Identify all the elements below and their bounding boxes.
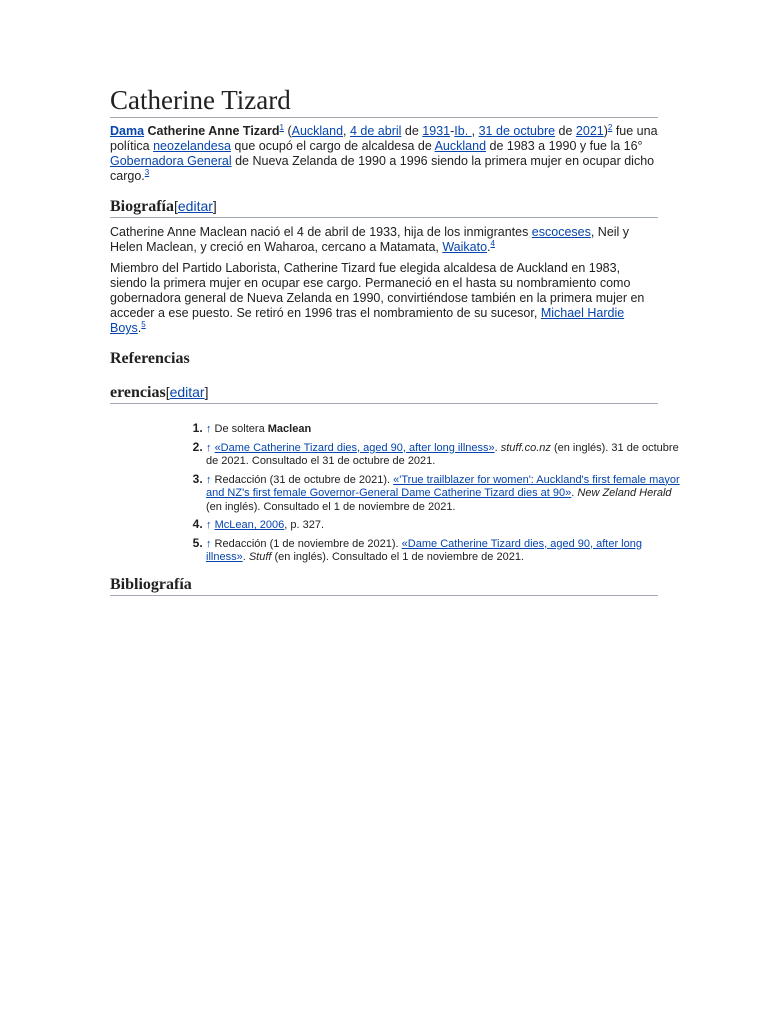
subject-name: Catherine Anne Tizard xyxy=(147,124,280,138)
text-fragment: - xyxy=(450,124,455,138)
text-fragment: de xyxy=(555,124,576,138)
reference-item xyxy=(206,518,682,533)
source-name: New Zeland Herald xyxy=(577,487,672,499)
text-fragment: Redacción (1 de noviembre de 2021). xyxy=(211,537,402,550)
link-birth-year[interactable]: 1931 xyxy=(422,124,451,138)
text-fragment: de xyxy=(401,124,423,138)
link-governor-general[interactable]: Gobernadora General xyxy=(110,154,232,168)
section-heading-erencias xyxy=(110,382,658,404)
maiden-name: Maclean xyxy=(267,423,312,435)
text-fragment: , p. 327. xyxy=(284,519,325,531)
text-fragment: De soltera xyxy=(211,423,268,435)
section-heading-bibliografia: Bibliografía xyxy=(110,575,658,596)
ref-link-stuff[interactable]: «Dame Catherine Tizard dies, aged 90, after long illness» xyxy=(214,441,495,454)
text-fragment: . xyxy=(242,551,249,563)
text-fragment: Catherine Anne Maclean nació el 4 de abril de 1933, hija de los inmigrantes xyxy=(110,225,532,239)
link-michael-hardie-boys[interactable]: Michael Hardie Boys xyxy=(110,306,625,335)
text-fragment: . xyxy=(487,240,491,254)
text-fragment: que ocupó el cargo de alcaldesa de xyxy=(230,139,435,153)
edit-section xyxy=(174,198,217,214)
ref-link-2[interactable]: 2 xyxy=(607,122,613,132)
text-fragment: ) xyxy=(603,124,608,138)
source-name: Stuff xyxy=(248,551,272,563)
link-birth-date[interactable]: 4 de abril xyxy=(350,124,402,138)
text-fragment: de 1983 a 1990 y fue la 16° xyxy=(486,139,643,153)
back-arrow-icon[interactable]: ↑ xyxy=(206,519,212,531)
text-fragment: (en inglés). Consultado el 1 de noviembre de 2021. xyxy=(206,500,456,513)
edit-link-biografia[interactable]: editar xyxy=(177,198,213,214)
text-fragment: ( xyxy=(283,124,292,138)
link-escoceses[interactable]: escoceses xyxy=(531,225,591,239)
references-list xyxy=(182,422,682,569)
section-heading-referencias: Referencias xyxy=(110,350,190,367)
source-name: stuff.co.nz xyxy=(500,441,551,454)
link-death-date[interactable]: 31 de octubre xyxy=(478,124,556,138)
bio-paragraph-2 xyxy=(110,261,658,336)
text-fragment: , xyxy=(343,124,350,138)
reference-item xyxy=(206,422,682,437)
text-fragment: de Nueva Zelanda de 1990 a 1996 siendo la primera mujer en ocupar dicho cargo. xyxy=(110,154,655,183)
section-heading-biografia xyxy=(110,196,658,218)
heading-text: Biografía xyxy=(110,198,174,215)
ref-link-herald[interactable]: «'True trailblazer for women': Auckland's first female mayor and NZ's first female Governor-General Dame Catherine Tizard dies at 90» xyxy=(206,473,680,499)
text-fragment: . xyxy=(137,321,142,335)
back-arrow-icon[interactable]: ↑ xyxy=(206,423,212,435)
link-waikato[interactable]: Waikato xyxy=(442,240,488,254)
link-auckland[interactable]: Auckland xyxy=(291,124,344,138)
page-title: Catherine Tizard xyxy=(110,84,658,118)
bracket: [ xyxy=(174,198,178,214)
text-fragment: , xyxy=(471,124,479,138)
text-fragment: . xyxy=(494,441,501,454)
ref-link-stuff-2[interactable]: «Dame Catherine Tizard dies, aged 90, after long illness» xyxy=(206,537,642,563)
text-fragment: (en inglés). 31 de octubre de 2021. Consultado el 31 de octubre de 2021. xyxy=(206,441,679,467)
back-arrow-icon[interactable]: ↑ xyxy=(206,441,212,454)
bio-paragraph-1 xyxy=(110,225,658,255)
edit-section xyxy=(166,384,209,400)
link-ib[interactable]: Ib. xyxy=(454,124,472,138)
edit-link-referencias[interactable]: editar xyxy=(169,384,205,400)
ref-link-5[interactable]: 5 xyxy=(141,319,146,329)
text-fragment: Redacción (31 de octubre de 2021). xyxy=(211,473,394,486)
text-fragment: fue una política xyxy=(110,124,658,153)
link-death-year[interactable]: 2021 xyxy=(575,124,604,138)
intro-paragraph xyxy=(110,124,658,184)
heading-text: erencias xyxy=(110,384,166,401)
bracket: ] xyxy=(212,198,217,214)
link-auckland-2[interactable]: Auckland xyxy=(434,139,487,153)
ref-link-mclean[interactable]: McLean, 2006 xyxy=(214,519,285,531)
back-arrow-icon[interactable]: ↑ xyxy=(206,537,212,550)
bracket: ] xyxy=(204,384,209,400)
ref-link-3[interactable]: 3 xyxy=(144,167,150,177)
text-fragment: Miembro del Partido Laborista, Catherine Tizard fue elegida alcaldesa de Auckland en 1983, siendo la primera mujer en ocupar ese cargo. Permaneció en el hasta su nombramiento como gobernadora general de Nueva Zelanda en 1990, convirtiéndose también en la primera mujer en acceder a ese puesto. Se retiró en 1996 tras el nombramiento de su sucesor, xyxy=(110,261,645,320)
text-fragment: . xyxy=(571,487,578,499)
link-dama[interactable]: Dama xyxy=(110,124,145,138)
reference-item xyxy=(206,473,682,515)
back-arrow-icon[interactable]: ↑ xyxy=(206,473,212,486)
text-fragment: (en inglés). Consultado el 1 de noviembre de 2021. xyxy=(271,551,524,563)
reference-item xyxy=(206,537,682,565)
ref-link-1[interactable]: 1 xyxy=(279,122,284,132)
text-fragment: , Neil y Helen Maclean, y creció en Waharoa, cercano a Matamata, xyxy=(110,225,630,254)
ref-link-4[interactable]: 4 xyxy=(490,238,495,248)
link-neozelandesa[interactable]: neozelandesa xyxy=(153,139,231,153)
bracket: [ xyxy=(165,384,170,400)
reference-item xyxy=(206,441,682,469)
